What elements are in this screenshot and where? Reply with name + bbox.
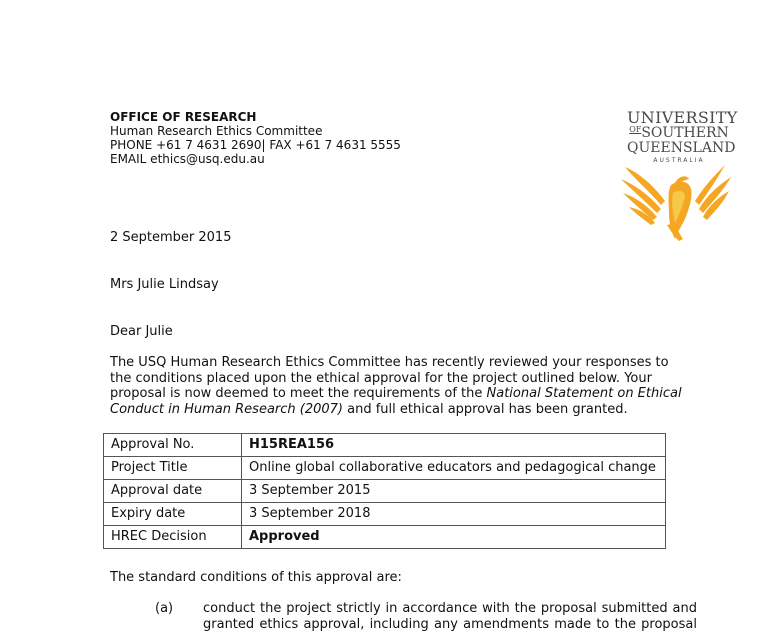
table-row	[104, 457, 666, 480]
approval-date: 3 September 2015	[242, 480, 666, 503]
hrec-decision: Approved	[242, 526, 666, 549]
conditions-intro: The standard conditions of this approval are:	[110, 570, 402, 586]
table-label: Approval date	[104, 480, 242, 503]
phoenix-icon	[619, 163, 733, 241]
office-title: OFFICE OF RESEARCH	[110, 110, 401, 124]
table-label: Project Title	[104, 457, 242, 480]
expiry-date: 3 September 2018	[242, 503, 666, 526]
condition-line: granted ethics approval, including any amendments made to the proposal	[203, 617, 697, 632]
body-paragraph	[110, 355, 690, 417]
logo-southern	[627, 125, 731, 141]
project-title: Online global collaborative educators and pedagogical change	[242, 457, 666, 480]
condition-line: conduct the project strictly in accordance with the proposal submitted and	[203, 601, 697, 617]
table-label: Approval No.	[104, 434, 242, 457]
letter-date: 2 September 2015	[110, 230, 231, 246]
table-row	[104, 526, 666, 549]
logo-of: OF	[629, 125, 641, 134]
letterhead	[110, 110, 401, 166]
logo-university: UNIVERSITY	[627, 108, 731, 127]
table-label: Expiry date	[104, 503, 242, 526]
table-row	[104, 480, 666, 503]
approval-table	[103, 433, 666, 549]
body-text-2: and full ethical approval has been granted.	[343, 402, 628, 417]
committee-name: Human Research Ethics Committee	[110, 124, 401, 138]
body-text-1: The USQ Human Research Ethics Committee has recently reviewed your responses to the conditions placed upon the ethical approval for the project outlined below. Your proposal is now deemed to meet the requirements of the	[110, 355, 669, 401]
logo-queensland: QUEENSLAND	[627, 140, 731, 156]
logo-southern-text: SOUTHERN	[641, 125, 728, 141]
table-label: HREC Decision	[104, 526, 242, 549]
approval-number: H15REA156	[242, 434, 666, 457]
condition-text-a	[203, 601, 697, 632]
phone-fax: PHONE +61 7 4631 2690| FAX +61 7 4631 5555	[110, 138, 401, 152]
logo-australia: AUSTRALIA	[627, 157, 731, 164]
recipient-name: Mrs Julie Lindsay	[110, 277, 219, 293]
national-statement-title: National Statement on Ethical Conduct in Human Research (2007)	[110, 386, 682, 417]
salutation: Dear Julie	[110, 324, 173, 340]
table-row	[104, 434, 666, 457]
email-line: EMAIL ethics@usq.edu.au	[110, 152, 401, 166]
condition-label-a: (a)	[155, 601, 173, 617]
table-row	[104, 503, 666, 526]
